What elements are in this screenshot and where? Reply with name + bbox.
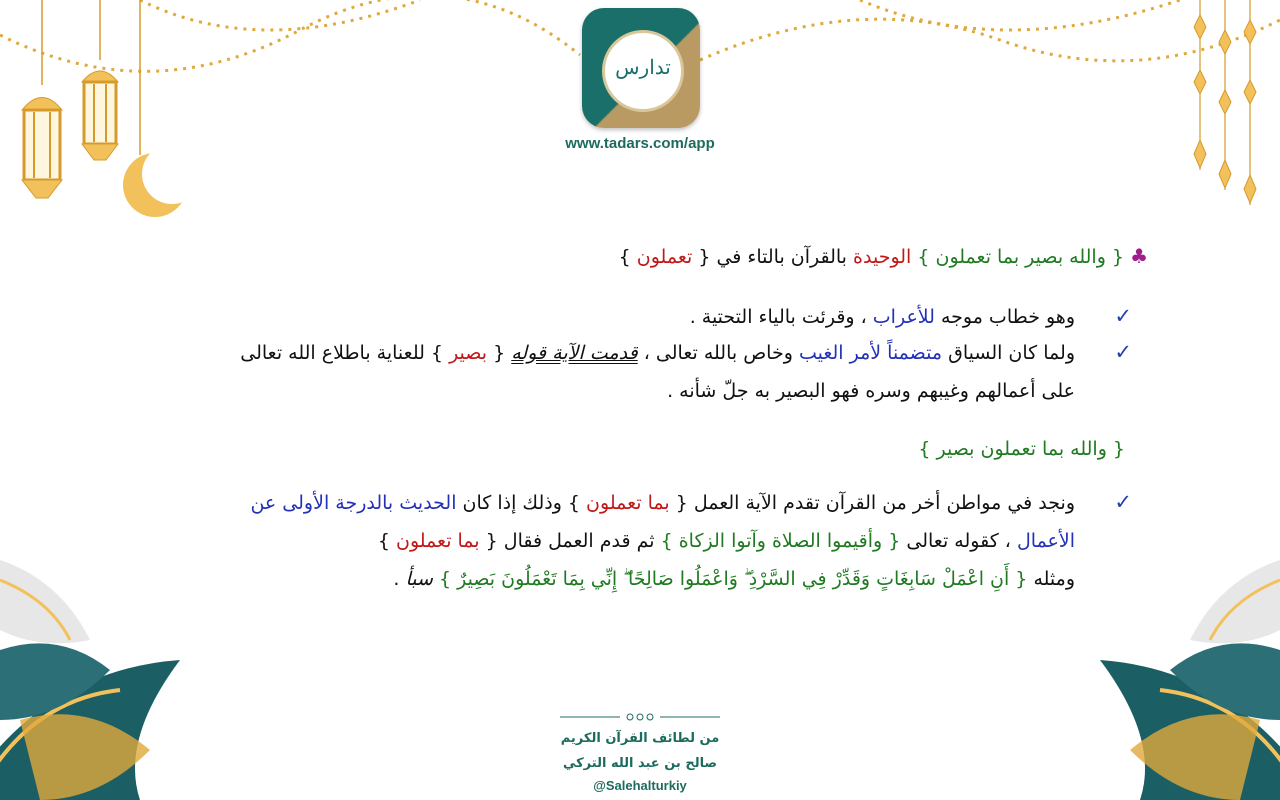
bullet3-highlight2: الأعمال [1016,530,1075,552]
surah-name: سبأ [405,568,433,590]
floral-decoration-right [1080,520,1280,800]
bullet3-text2: } وذلك إذا كان [462,492,580,514]
bullet3-line2 [378,530,1075,552]
bullet3-text4: ثم قدم العمل فقال { [485,530,655,552]
floral-decoration-left [0,520,200,800]
bullet3-text5: ومثله [1033,568,1075,590]
bullet3-text: ونجد في مواطن أخر من القرآن تقدم الآية العمل { [675,492,1075,514]
heading-word: تعملون [636,246,693,268]
lantern-icon [82,0,118,160]
bullet1-text: وهو خطاب موجه [940,306,1075,328]
footer-ornament-icon [560,710,720,724]
footer-title: من لطائف القرآن الكريم [560,731,720,746]
bullet2-highlight2: لأمر الغيب [798,342,882,364]
bullet1-text-end: ، وقرئت بالياء التحتية . [689,306,867,328]
checkmark-icon: ✓ [1114,304,1132,328]
bullet2-highlight: متضمناً [887,342,943,364]
heading-unique: الوحيدة [853,246,912,268]
checkmark-icon: ✓ [1114,340,1132,364]
bullet2-text: ولما كان السياق [948,342,1075,364]
bullet3-line1 [250,492,1075,514]
bullet3-highlight: الحديث بالدرجة الأولى عن [250,492,457,514]
bullet2-text2: وخاص بالله تعالى ، [643,342,793,364]
bullet3-line3 [393,568,1075,590]
tadars-logo [582,8,700,128]
bullet3-word: بما تعملون [586,492,670,514]
heading-text: بالقرآن بالتاء في { [698,246,847,268]
checkmark-icon: ✓ [1114,490,1132,514]
club-icon: ♣ [1130,244,1148,268]
verse-line: { والله بما تعملون بصير } [918,438,1125,460]
heading-line [619,244,1148,268]
bullet2-text3: } للعناية باطلاع الله تعالى [240,342,444,364]
logo-text: تدارس [615,55,671,79]
bullet2-brace: { [493,342,506,364]
footer-author: صالح بن عبد الله التركي [562,756,718,771]
bullet2-emphasis: قدمت الآية قوله [511,342,638,364]
bullet3-end: . [393,568,400,590]
bullet3-text3: ، كقوله تعالى [906,530,1011,552]
logo-emblem [602,30,684,112]
heading-verse: { والله بصير بما تعملون } [917,246,1125,268]
bullet1-line [690,306,1075,328]
bullet1-highlight: للأعراب [872,306,935,328]
bullet2-word: بصير [449,342,488,364]
bullet2-line2: على أعمالهم وغيبهم وسره فهو البصير به جلّ شأنه . [667,380,1075,402]
lantern-icon [22,0,62,198]
footer-handle[interactable]: @Salehalturkiy [593,778,687,793]
hanging-ornaments-decoration [1194,0,1256,205]
bullet2-line1 [240,342,1075,364]
bullet3-word2: بما تعملون [395,530,480,552]
bullet3-verse: { وأقيموا الصلاة وآتوا الزكاة } [660,530,901,552]
site-url[interactable]: www.tadars.com/app [565,135,715,152]
bullet3-brace: } [377,530,390,552]
heading-close: } [618,246,631,268]
bullet3-verse2: { أَنِ اعْمَلْ سَابِغَاتٍ وَقَدِّرْ فِي السَّرْدِ ۖ وَاعْمَلُوا صَالِحًا ۖ إِنِّي بِمَا تَعْمَلُونَ بَصِيرٌ } [438,568,1028,590]
crescent-moon-icon [123,0,202,217]
